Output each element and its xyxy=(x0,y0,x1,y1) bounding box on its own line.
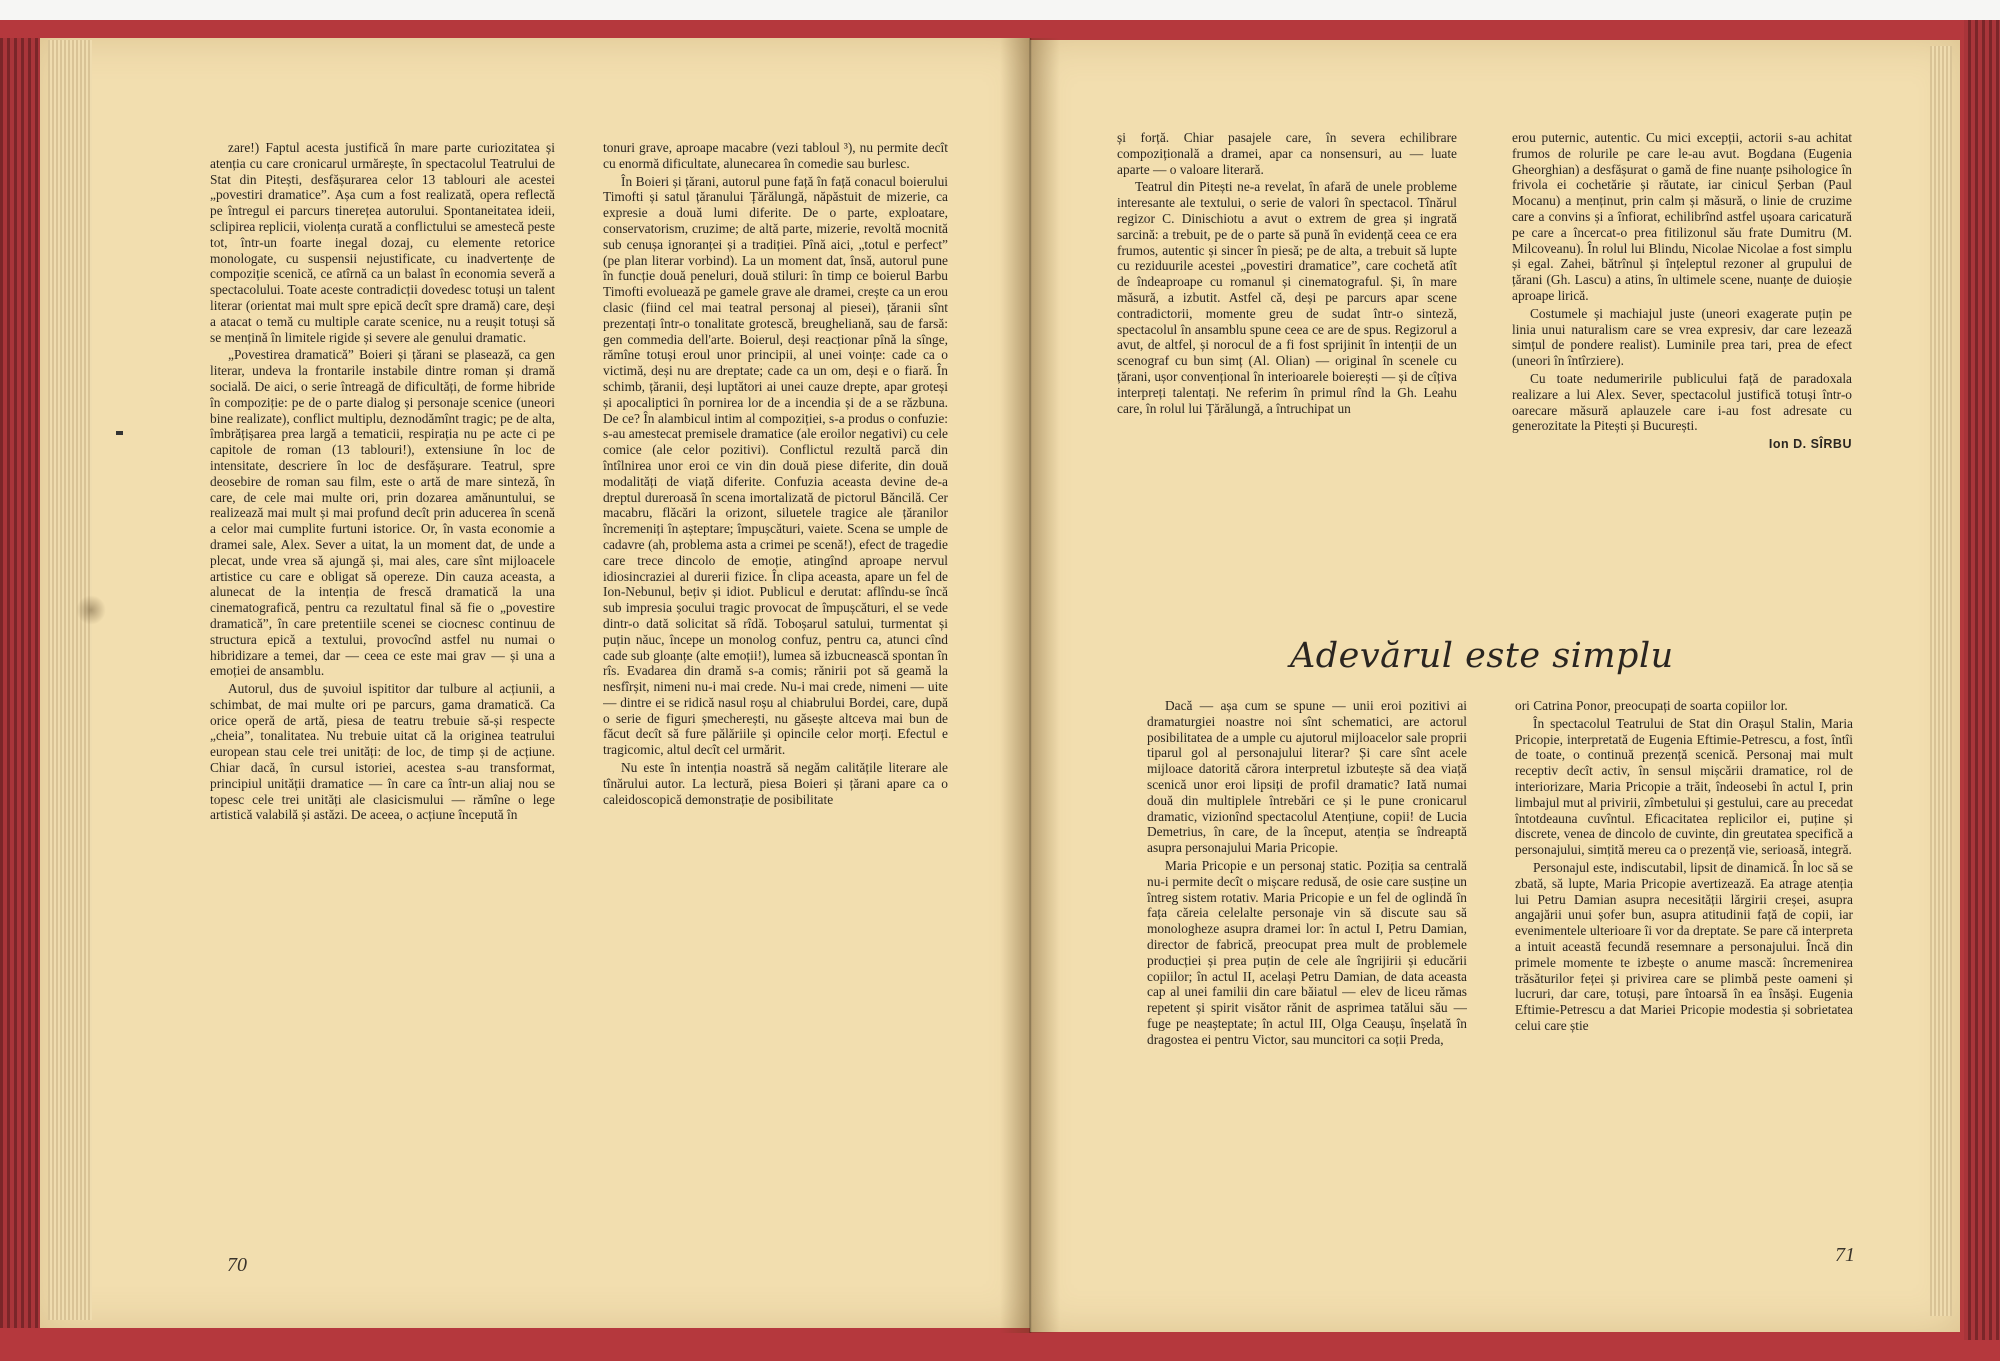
paragraph: erou puternic, autentic. Cu mici excepții, actorii s-au achitat frumos de rolurile pe care le-au avut. Bogdana (Eugenia Gheorghian) a desfășurat o gamă de fine nuanțe psihologice în frivola ei cochetărie și răutate, iar cinicul Șerban (Paul Mocanu) a menținut, prin calm și măsură, o linie de cruzime care a convins și a înfiorat, echilibrînd astfel ușoara caricatură pe care a încercat-o prea fitilizonul său frate Dumitru (M. Milcoveanu). În rolul lui Blindu, Nicolae Nicolae a fost simplu și egal. Zahei, bătrînul și înțeleptul rezoner al grupului de țărani (Gh. Lascu) a atins, în ultimele scene, nuanțe de duioșie aproape lirică. xyxy=(1512,130,1852,303)
left-page-column-1 xyxy=(210,140,555,1235)
paragraph: Personajul este, indiscutabil, lipsit de dinamică. În loc să se zbată, să lupte, Maria Pricopie avertizează. Ea atrage atenția lui Petru Damian asupra necesității lărgirii creșei, asupra angajării unui șofer bun, asupra atitudinii față de copii, iar evenimentele ulterioare îi vor da dreptate. Se pare că interpreta a intuit această fecundă resemnare a personajului. Încă din primele momente te izbește o anume mască: încremenirea trăsăturilor feței și privirea care se plimbă peste oameni și lucruri, dar care, totuși, pare întoarsă în ea însăși. Eugenia Eftimie-Petrescu a dat Mariei Pricopie modestia și sobrietatea celui care știe xyxy=(1515,859,1853,1033)
margin-mark xyxy=(116,431,123,435)
paragraph: Cu toate nedumeririle publicului față de paradoxala realizare a lui Alex. Sever, spectacolul justifică totuși într-o oarecare măsură aplauzele care i-au fost adresate cu generozitate la Pitești și București. xyxy=(1512,370,1852,434)
right-page-column-2 xyxy=(1512,130,1852,590)
paragraph: În Boieri și țărani, autorul pune față în față conacul boierului Timofti și satul țăranului Țărălungă, năpăstuit de mizerie, ca expresie a două lumi diferite. De o parte, exploatare, conservatorism, cruzime; de altă parte, mizerie, revoltă mocnită sub cenușa ignoranței și a tradiției. Pînă aici, „totul e perfect” (pe plan literar vorbind). La un moment dat, însă, autorul pune în funcție două peneluri, două stiluri: în timp ce boierul Barbu Timofti evoluează pe gamele grave ale dramei, crește ca un erou clasic (fiind cel mai teatral personaj al piesei), țăranii sînt prezentați într-o tonalitate grotescă, breugheliană, sau de farsă: gen commedia dell'arte. Boierul, deși reacționar pînă la sînge, rămîne totuși eroul unor principii, al unei voințe: cade ca o victimă, deși nu are dreptate; cade ca un om, deși e o fiară. În schimb, țăranii, deși luptători ai unei cauze drepte, apar groteși și apocaliptici în pornirea lor de a incendia și de a se răzbuna. De ce? În alambicul intim al compoziției, s-a produs o confuzie: s-au amestecat premisele dramatice (ale eroilor negativi) cu cele comice (ale celor pozitivi). Conflictul rezultă parcă din întîlnirea unor eroi ce vin din două piese diferite, din două modalități de viață diferite. Confuzia aceasta devine de-a dreptul dureroasă în scena imortalizată de pictorul Băncilă. Cer macabru, flăcări la orizont, siluetele tragice ale țăranilor încremeniți în așteptare; împușcături, vaiete. Scena se umple de cadavre (ah, problema asta a crimei pe scenă!), efect de tragedie care trece dincolo de emoție, atingînd aproape nervul idiosincraziei al durerii fizice. În clipa aceasta, apare un fel de Ion-Nebunul, bețiv și idiot. Publicul e derutat: aflîndu-se încă sub impresia șocului tragic provocat de împușcături, el se vede dintr-o dată solicitat să rîdă. Toboșarul satului, turmentat și puțin năuc, începe un monolog confuz, pentru ca, atunci cînd cade sub gloanțe (alte emoții!), lumea să izbucnească spontan în rîs. Evadarea din dramă s-a comis; rănirii pot să geamă la nesfîrșit, nimeni nu-i mai crede. Nu-i mai crede, nimeni — uite — dintre ei se ridică nasul roșu al chiabrului Bordei, care, după o serie de figuri șmecherești, nu găsește altceva mai bun de făcut decît să fure pălăriile și opincile celor morți. Efectul e tragicomic, altul decît cel urmărit. xyxy=(603,173,948,758)
cover-edge-right xyxy=(1964,20,2000,1340)
paragraph: zare!) Faptul acesta justifică în mare parte curiozitatea și atenția cu care cronicarul urmărește, în spectacolul Teatrului de Stat din Pitești, desfășurarea celor 13 tablouri ale acestei „povestiri dramatice”. Așa cum a fost realizată, opera reflectă pe întregul ei parcurs tinerețea autorului. Spontaneitatea ideii, sclipirea replicii, violența curată a conflictului se amestecă peste tot, într-un foarte inegal dozaj, cu elemente retorice monologate, cu suspensii nejustificate, cu inadvertențe de compoziție scenică, ce atîrnă ca un balast în economia severă a spectacolului. Toate aceste contradicții dovedesc totuși un talent literar (orientat mai mult spre epică decît spre dramă) care, deși a atacat o temă cu multiple carate scenice, nu a reușit totuși să se mențină în limitele rigide și severe ale genului dramatic. xyxy=(210,140,555,345)
right-page-column-3 xyxy=(1147,698,1467,1233)
paragraph: Autorul, dus de șuvoiul ispititor dar tulbure al acțiunii, a schimbat, de mai multe ori pe parcurs, gama dramatică. Ca orice operă de artă, piesa de teatru trebuie să-și respecte „cheia”, tonalitatea. Nu trebuie uitat că la originea teatrului european stau cele trei unități: de loc, de timp și de acțiune. Chiar dacă, în cursul istoriei, acestea s-au transformat, principiul unității dramatice — în care ca într-un aliaj nou se topesc cele trei unități ale clasicismului — rămîne o lege artistică valabilă și astăzi. De aceea, o acțiune începută în xyxy=(210,681,555,823)
paragraph: „Povestirea dramatică” Boieri și țărani se plasează, ca gen literar, undeva la frontarile instabile dintre roman și dramă socială. De aici, o serie întreagă de dificultăți, de forme hibride în compoziție: pe de o parte dialog și personaje scenice (uneori bine realizate), conflict multiplu, deznodămînt tragic; pe de alta, îmbrățișarea prea largă a tematicii, respirația nu pe acte ci pe capitole de roman (13 tablouri!), extensiune în loc de intensitate, descriere în loc de desfășurare. Teatrul, spre deosebire de roman sau film, este o artă de mare sinteză, în care, de cele mai multe ori, prin dozarea amănuntului, se realizează mai mult și mai profund decît prin aducerea în scenă a celor mai cumplite furtuni istorice. Or, în vasta economie a dramei sale, Alex. Sever a uitat, la un moment dat, de unde a plecat, unde vrea să ajungă și, mai ales, care sînt mijloacele artistice cu care e obligat să opereze. Din cauza aceasta, a alunecat de la intenția de frescă dramatică la una cinematografică, pentru ca rezultatul final să fie o „povestire dramatică”, în care pretentiile scenei se ciocnesc continuu de structura epică a textului, provocînd astfel nu numai o hibridizare a temei, dar — ceea ce este mai grav — și una a emoției de ansamblu. xyxy=(210,347,555,679)
margin-smudge xyxy=(76,595,106,625)
right-page-column-1 xyxy=(1117,130,1457,590)
page-stack-right xyxy=(1930,46,1952,1316)
cover-edge-left xyxy=(0,38,40,1328)
paragraph: Teatrul din Pitești ne-a revelat, în afară de unele probleme interesante ale textului, o serie de valori în spectacol. Tînărul regizor C. Dinischiotu a avut o extrem de grea și ingrată sarcină: a trebuit, pe de o parte să pună în evidență ceea ce era frumos, autentic și sincer în piesă; pe de alta, a trebuit să lupte cu reziduurile acestei „povestiri dramatice”, care cochetă atît de îndeaproape cu romanul și cinematograful. Și, în mare măsură, a izbutit. Astfel că, deși pe parcurs apar scene contradictorii, momente greu de sudat într-o sinteză, spectacolul în ansamblu spune ceea ce are de spus. Regizorul a avut, de altfel, și norocul de a fi fost sprijinit în intenții de un scenograf cu bun simț (Al. Olian) — original în scenele cu țărani, ușor convențional în interioarele boierești — și de cîțiva interpreți talentați. Ne referim în primul rînd la Gh. Leahu care, în rolul lui Țărălungă, a întruchipat un xyxy=(1117,179,1457,416)
paragraph: Dacă — așa cum se spune — unii eroi pozitivi ai dramaturgiei noastre noi sînt schematici, are actorul posibilitatea de a umple cu ajutorul mijloacelor sale proprii tiparul gol al personajului literar? Și care sînt acele mijloace datorită cărora interpretul izbutește să dea viață scenică unor eroi lipsiți de profil dramatic? Iată numai două din multiplele întrebări ce și le pune cronicarul dramatic, vizionînd spectacolul Atențiune, copii! de Lucia Demetrius, în care, de la început, atenția se îndreaptă asupra personajului Maria Pricopie. xyxy=(1147,698,1467,856)
paragraph: Nu este în intenția noastră să negăm calitățile literare ale tînărului autor. La lectură, piesa Boieri și țărani apare ca o caleidoscopică demonstrație de posibilitate xyxy=(603,760,948,807)
page-number-left: 70 xyxy=(227,1254,247,1276)
paragraph: În spectacolul Teatrului de Stat din Orașul Stalin, Maria Pricopie, interpretată de Eugenia Eftimie-Petrescu, a fost, întîi de toate, o continuă prezență scenică. Personaj mai mult receptiv decît activ, în sensul mișcării dramatice, rol de interiorizare, Maria Pricopie a trăit, îndeosebi în actul I, prin limbajul mut al privirii, zîmbetului și gestului, care au precedat întotdeauna cuvîntul. Eficacitatea replicilor ei, puține și discrete, venea de dincolo de cuvinte, din greutatea specifică a personajului, simțită mereu ca o prezență vie, serioasă, integră. xyxy=(1515,715,1853,858)
article-headline: Adevărul este simplu xyxy=(1290,636,1674,676)
left-page-column-2 xyxy=(603,140,948,1235)
book-gutter xyxy=(1000,38,1060,1333)
paragraph: Costumele și machiajul juste (uneori exagerate puțin pe linia unui naturalism care se vrea expresiv, dar care lezează simțul de pondere realist). Luminile prea tari, prea de efect (uneori în întîrziere). xyxy=(1512,305,1852,369)
paragraph: tonuri grave, aproape macabre (vezi tabloul ³), nu permite decît cu enormă dificultate, alunecarea în comedie sau burlesc. xyxy=(603,140,948,171)
right-page-column-4 xyxy=(1515,698,1853,1233)
page-stack-left xyxy=(48,40,92,1320)
paragraph: și forță. Chiar pasajele care, în severa echilibrare compozițională a dramei, apar ca nonsensuri, au — luate aparte — o valoare literară. xyxy=(1117,130,1457,177)
paragraph: ori Catrina Ponor, preocupați de soarta copiilor lor. xyxy=(1515,698,1788,713)
page-number-right: 71 xyxy=(1835,1244,1855,1266)
author-signature: Ion D. SÎRBU xyxy=(1768,437,1852,452)
paragraph: Maria Pricopie e un personaj static. Poziția sa centrală nu-i permite decît o mișcare redusă, de osie care susține un întreg sistem rotativ. Maria Pricopie e un fel de oglindă în fața căreia celelalte personaje vin să discute sau să monologheze asupra dramei lor: în actul I, Petru Damian, director de fabrică, preocupat prea mult de problemele producției și prea puțin de cele ale îngrijirii și educării copiilor; în actul II, același Petru Damian, de data aceasta cap al unei familii din care băiatul — elev de liceu rămas repetent și spirit visător rănit de asprimea tatălui său — fuge pe neașteptate; în actul III, Olga Ceaușu, înșelată în dragostea ei pentru Victor, sau muncitori ca soții Preda, xyxy=(1147,857,1467,1047)
